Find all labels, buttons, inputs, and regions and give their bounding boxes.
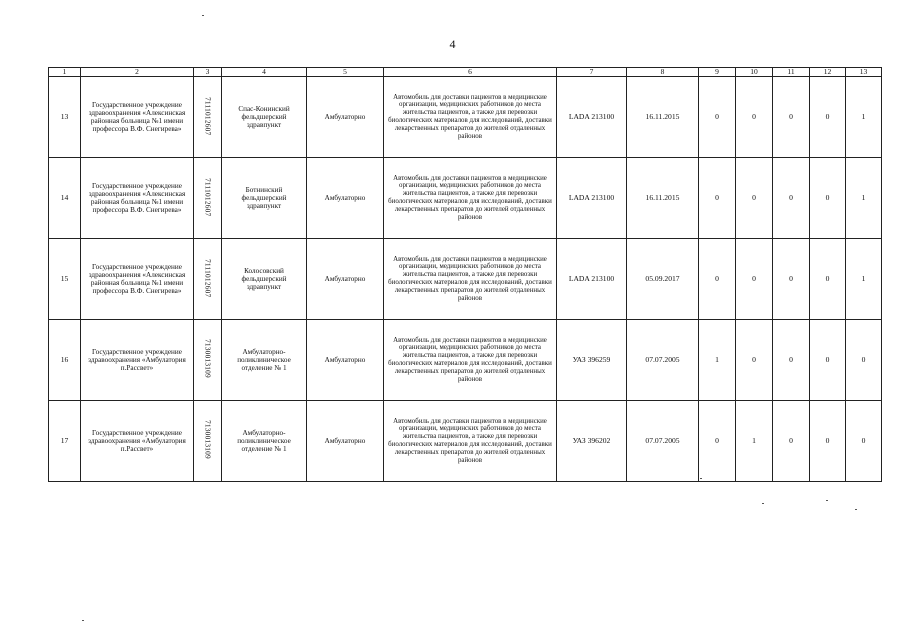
col-10-value: 1	[736, 401, 773, 482]
scan-speck	[855, 509, 857, 510]
vehicle-purpose: Автомобиль для доставки пациентов в медицинские организации, медицинских работников до места жительства пациентов, а также для перевозки биологических материалов для исследований, доставки лекарственных препаратов до жителей отдаленных районов	[384, 239, 557, 320]
col-12-value: 0	[810, 320, 846, 401]
vehicle-purpose: Автомобиль для доставки пациентов в медицинские организации, медицинских работников до места жительства пациентов, а также для перевозки биологических материалов для исследований, доставки лекарственных препаратов до жителей отдаленных районов	[384, 320, 557, 401]
registration-date: 16.11.2015	[627, 158, 699, 239]
org-code	[194, 77, 222, 158]
care-mode: Амбулаторно	[307, 158, 384, 239]
row-number: 13	[49, 77, 81, 158]
org-code	[194, 158, 222, 239]
col-9-value: 0	[699, 401, 736, 482]
col-13-value: 1	[846, 239, 882, 320]
org-code-text: 7111012607	[203, 258, 213, 298]
organization-name: Государственное учреждение здравоохранения «Амбулатория п.Рассвет»	[81, 401, 194, 482]
vehicle-purpose: Автомобиль для доставки пациентов в медицинские организации, медицинских работников до места жительства пациентов, а также для перевозки биологических материалов для исследований, доставки лекарственных препаратов до жителей отдаленных районов	[384, 77, 557, 158]
org-code	[194, 239, 222, 320]
scan-speck	[202, 15, 204, 16]
column-header: 7	[557, 68, 627, 77]
vehicle-model: УАЗ 396259	[557, 320, 627, 401]
subdivision-name: Спас-Конинский фельдшерский здравпункт	[222, 77, 307, 158]
registration-date: 05.09.2017	[627, 239, 699, 320]
care-mode: Амбулаторно	[307, 320, 384, 401]
vehicle-model: LADA 213100	[557, 77, 627, 158]
col-11-value: 0	[773, 401, 810, 482]
column-header: 3	[194, 68, 222, 77]
col-9-value: 0	[699, 77, 736, 158]
column-header: 13	[846, 68, 882, 77]
col-10-value: 0	[736, 320, 773, 401]
scan-speck	[82, 620, 84, 621]
org-code-text: 7111012607	[203, 96, 213, 136]
col-11-value: 0	[773, 320, 810, 401]
vehicle-model: УАЗ 396202	[557, 401, 627, 482]
row-number: 17	[49, 401, 81, 482]
col-11-value: 0	[773, 77, 810, 158]
column-header: 1	[49, 68, 81, 77]
scan-speck	[700, 478, 702, 479]
col-10-value: 0	[736, 77, 773, 158]
row-number: 14	[49, 158, 81, 239]
column-header: 5	[307, 68, 384, 77]
column-header: 8	[627, 68, 699, 77]
care-mode: Амбулаторно	[307, 239, 384, 320]
org-code	[194, 320, 222, 401]
table-row	[49, 401, 882, 482]
col-11-value: 0	[773, 158, 810, 239]
col-12-value: 0	[810, 77, 846, 158]
col-13-value: 0	[846, 320, 882, 401]
org-code	[194, 401, 222, 482]
column-header: 12	[810, 68, 846, 77]
col-11-value: 0	[773, 239, 810, 320]
col-12-value: 0	[810, 239, 846, 320]
row-number: 15	[49, 239, 81, 320]
org-code-text: 7130013109	[203, 420, 213, 460]
col-9-value: 1	[699, 320, 736, 401]
header-row	[49, 68, 882, 77]
registration-date: 16.11.2015	[627, 77, 699, 158]
column-header: 6	[384, 68, 557, 77]
col-13-value: 0	[846, 401, 882, 482]
scan-speck	[762, 503, 764, 504]
col-9-value: 0	[699, 239, 736, 320]
vehicle-purpose: Автомобиль для доставки пациентов в медицинские организации, медицинских работников до места жительства пациентов, а также для перевозки биологических материалов для исследований, доставки лекарственных препаратов до жителей отдаленных районов	[384, 158, 557, 239]
col-10-value: 0	[736, 158, 773, 239]
subdivision-name: Амбулаторно-поликлиническое отделение № 1	[222, 401, 307, 482]
col-13-value: 1	[846, 158, 882, 239]
column-header: 9	[699, 68, 736, 77]
column-header: 4	[222, 68, 307, 77]
table-row	[49, 158, 882, 239]
scan-speck	[826, 500, 828, 501]
column-header: 2	[81, 68, 194, 77]
organization-name: Государственное учреждение здравоохранения «Алексинская районная больница №1 имени профессора В.Ф. Снегирева»	[81, 158, 194, 239]
care-mode: Амбулаторно	[307, 77, 384, 158]
registration-date: 07.07.2005	[627, 320, 699, 401]
org-code-text: 7130013109	[203, 339, 213, 379]
table-row	[49, 320, 882, 401]
care-mode: Амбулаторно	[307, 401, 384, 482]
row-number: 16	[49, 320, 81, 401]
col-13-value: 1	[846, 77, 882, 158]
table-row	[49, 239, 882, 320]
subdivision-name: Ботнинский фельдшерский здравпункт	[222, 158, 307, 239]
col-9-value: 0	[699, 158, 736, 239]
vehicle-purpose: Автомобиль для доставки пациентов в медицинские организации, медицинских работников до места жительства пациентов, а также для перевозки биологических материалов для исследований, доставки лекарственных препаратов до жителей отдаленных районов	[384, 401, 557, 482]
subdivision-name: Амбулаторно-поликлиническое отделение № 1	[222, 320, 307, 401]
col-12-value: 0	[810, 401, 846, 482]
page-number: 4	[449, 37, 456, 51]
vehicle-model: LADA 213100	[557, 158, 627, 239]
organization-name: Государственное учреждение здравоохранения «Алексинская районная больница №1 имени профессора В.Ф. Снегирева»	[81, 239, 194, 320]
col-10-value: 0	[736, 239, 773, 320]
registration-date: 07.07.2005	[627, 401, 699, 482]
table-row	[49, 77, 882, 158]
vehicle-model: LADA 213100	[557, 239, 627, 320]
subdivision-name: Колосовский фельдшерский здравпункт	[222, 239, 307, 320]
org-code-text: 7111012607	[203, 177, 213, 217]
column-header: 11	[773, 68, 810, 77]
vehicle-register-table	[48, 67, 882, 482]
organization-name: Государственное учреждение здравоохранения «Алексинская районная больница №1 имени профессора В.Ф. Снегирева»	[81, 77, 194, 158]
column-header: 10	[736, 68, 773, 77]
organization-name: Государственное учреждение здравоохранения «Амбулатория п.Рассвет»	[81, 320, 194, 401]
col-12-value: 0	[810, 158, 846, 239]
